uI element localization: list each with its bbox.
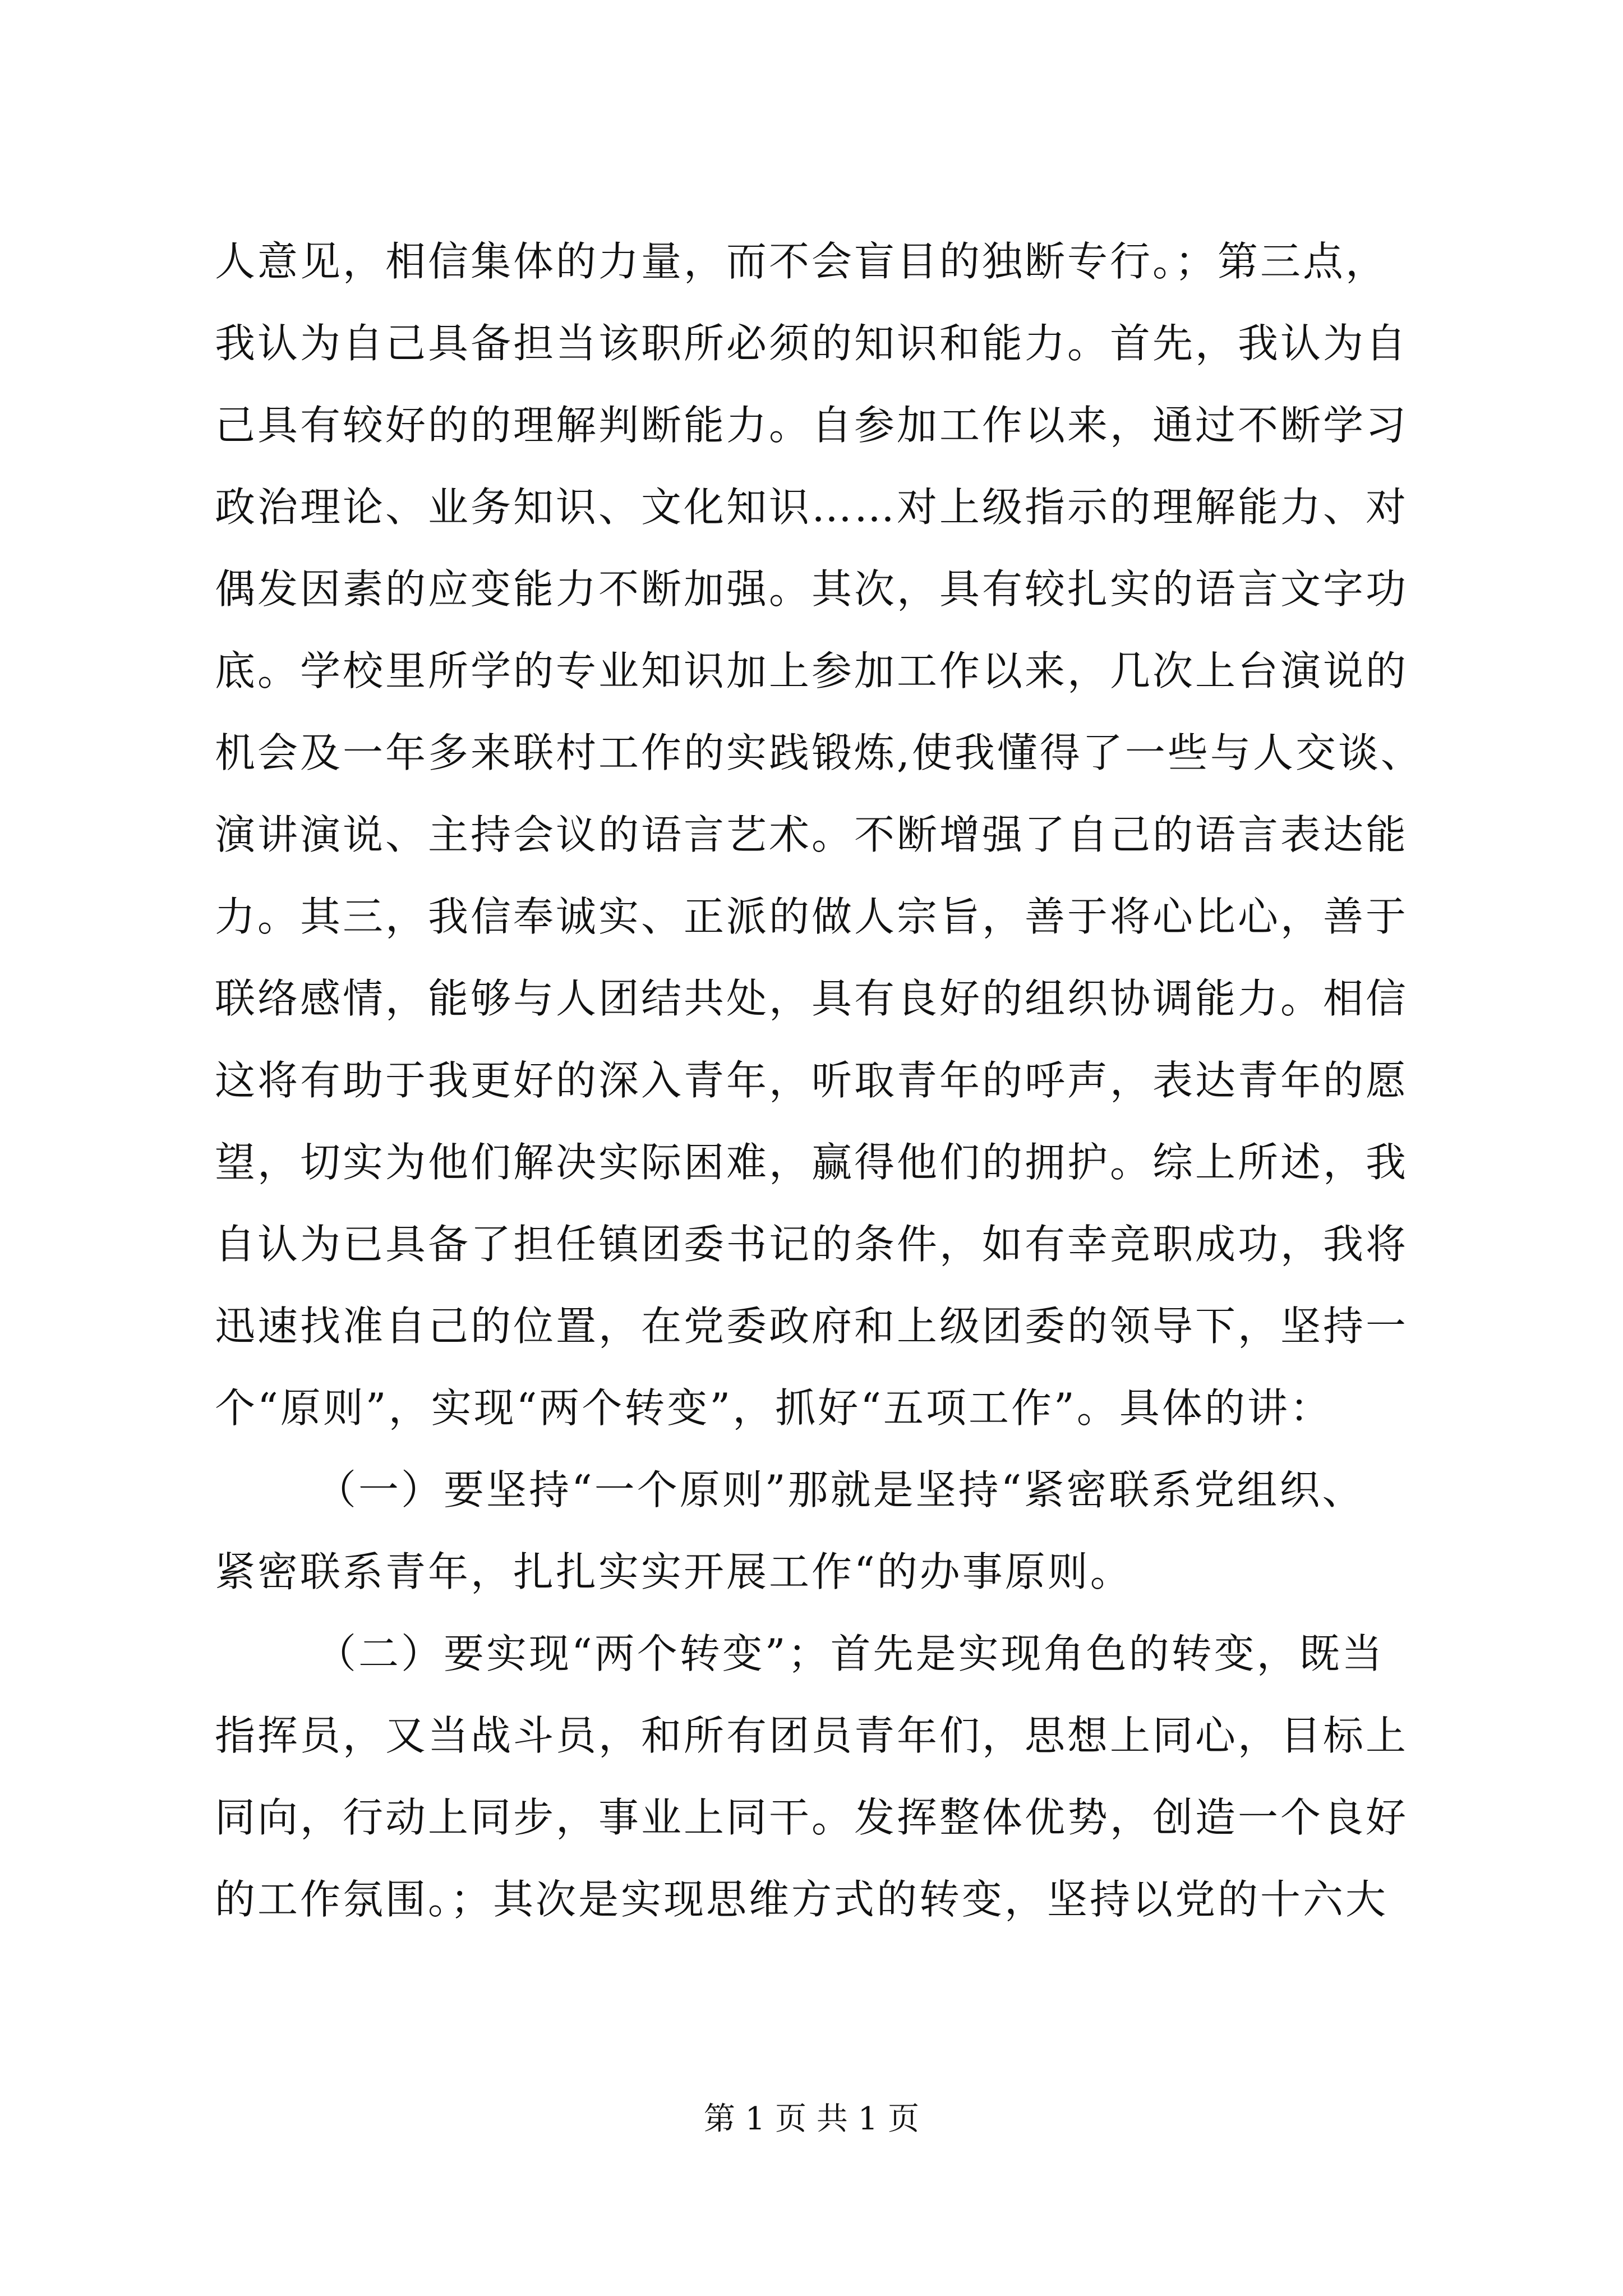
text-line: 力。其三，我信奉诚实、正派的做人宗旨，善于将心比心，善于	[215, 893, 1409, 940]
document-body	[215, 220, 1423, 1940]
text-line: 个“原则”，实现“两个转变”，抓好“五项工作”。具体的讲：	[215, 1384, 1332, 1432]
text-line: 演讲演说、主持会议的语言艺术。不断增强了自己的语言表达能	[215, 811, 1409, 858]
text-line: 己具有较好的的理解判断能力。自参加工作以来，通过不断学习	[215, 402, 1409, 449]
text-line: 迅速找准自己的位置，在党委政府和上级团委的领导下，坚持一	[215, 1303, 1409, 1350]
text-line: 人意见，相信集体的力量，而不会盲目的独断专行。；第三点，	[215, 238, 1389, 285]
text-line: 底。学校里所学的专业知识加上参加工作以来，几次上台演说的	[215, 647, 1409, 694]
text-line: 联络感情，能够与人团结共处，具有良好的组织协调能力。相信	[215, 975, 1409, 1022]
text-line: 紧密联系青年，扎扎实实开展工作“的办事原则。	[215, 1548, 1133, 1595]
text-line: 政治理论、业务知识、文化知识……对上级指示的理解能力、对	[215, 484, 1409, 531]
text-line: 机会及一年多来联村工作的实践锻炼,使我懂得了一些与人交谈、	[215, 729, 1423, 776]
text-line: 望，切实为他们解决实际困难，赢得他们的拥护。综上所述，我	[215, 1139, 1409, 1186]
text-line: 指挥员，又当战斗员，和所有团员青年们，思想上同心，目标上	[215, 1712, 1409, 1759]
paragraph-start-line: （二）要实现“两个转变”；首先是实现角色的转变，既当	[316, 1630, 1385, 1677]
text-line: 自认为已具备了担任镇团委书记的条件，如有幸竞职成功，我将	[215, 1221, 1409, 1268]
text-line: 我认为自己具备担当该职所必须的知识和能力。首先，我认为自	[215, 320, 1409, 367]
text-line: 偶发因素的应变能力不断加强。其次，具有较扎实的语言文字功	[215, 565, 1409, 613]
paragraph-start-line: （一）要坚持“一个原则”那就是坚持“紧密联系党组织、	[316, 1466, 1365, 1513]
text-line: 这将有助于我更好的深入青年，听取青年的呼声，表达青年的愿	[215, 1057, 1409, 1104]
text-line: 同向，行动上同步，事业上同干。发挥整体优势，创造一个良好	[215, 1794, 1409, 1841]
page-number-footer: 第 1 页 共 1 页	[703, 2101, 920, 2137]
text-line: 的工作氛围。；其次是实现思维方式的转变，坚持以党的十六大	[215, 1876, 1389, 1923]
